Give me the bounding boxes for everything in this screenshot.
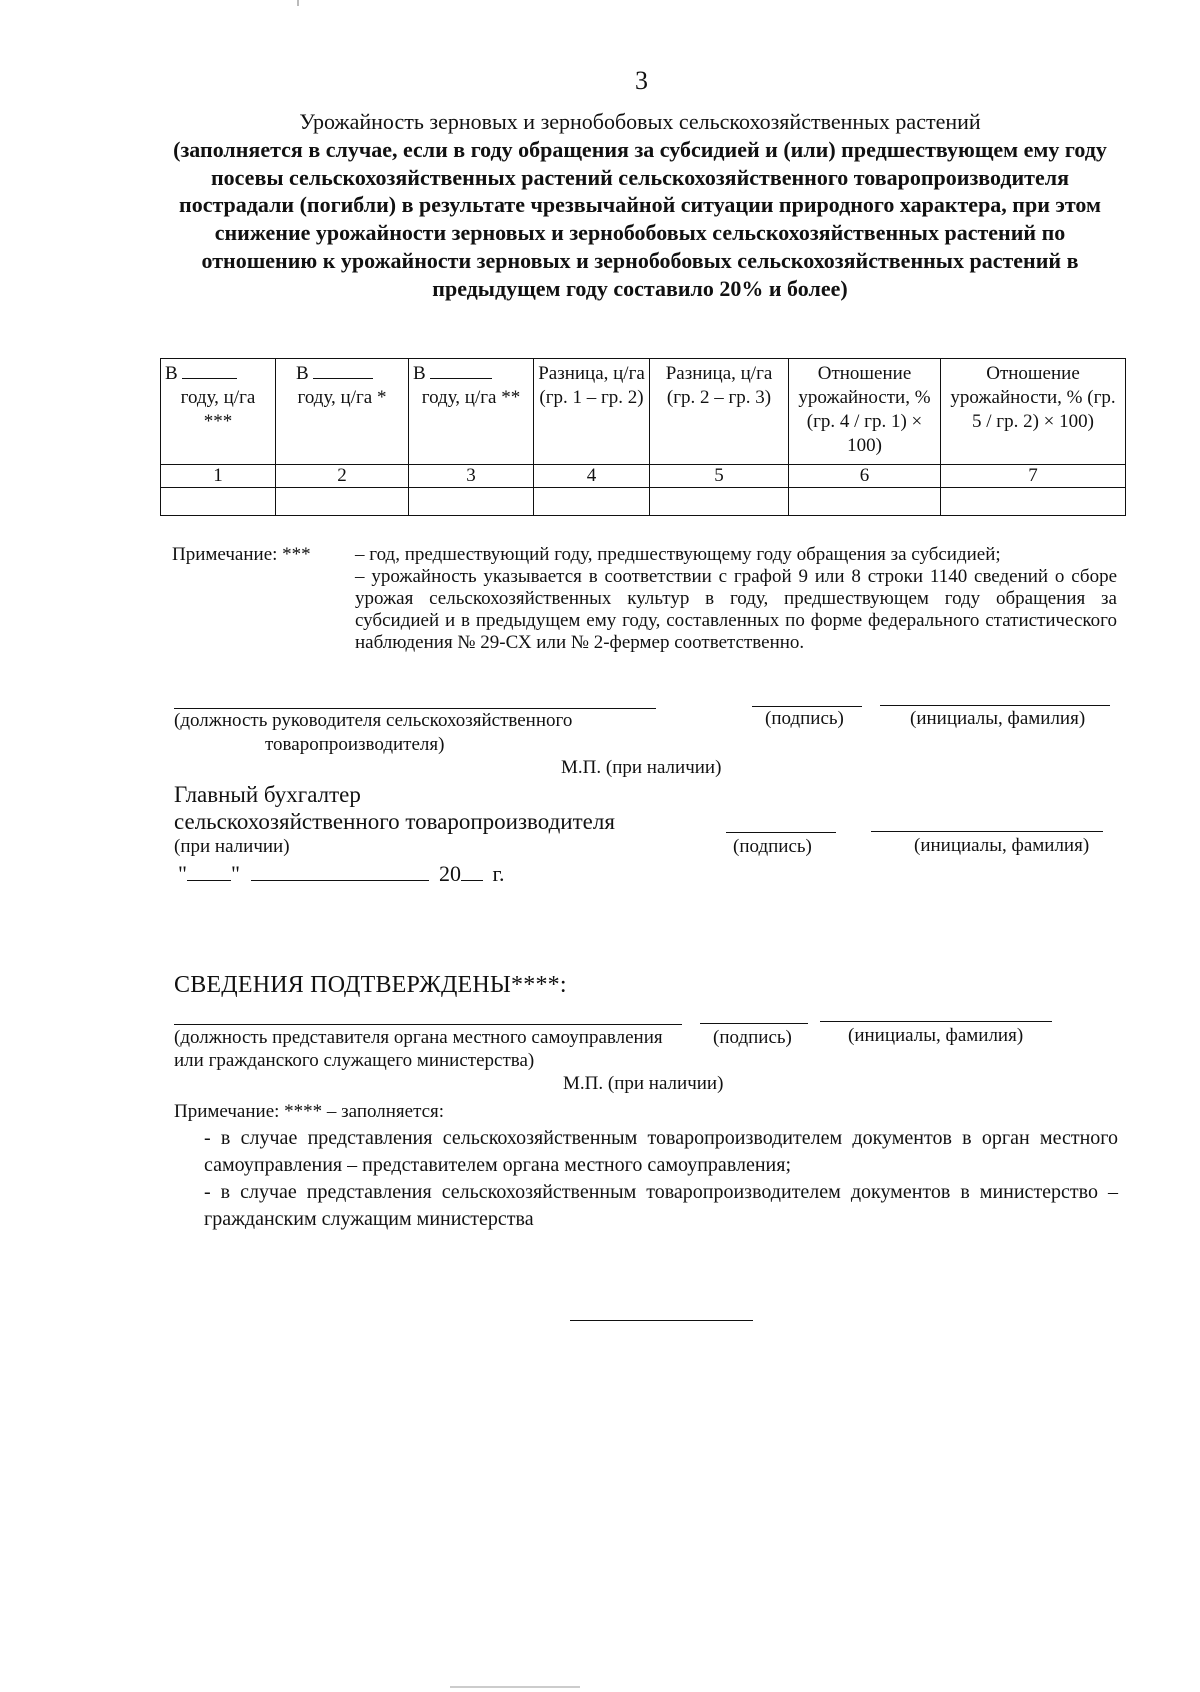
header-col-6: Отношение урожайности, % (гр. 4 / гр. 1) × 100) [789,359,941,465]
header-col-2: В году, ц/га * [276,359,409,465]
confirm-position-line [174,1024,682,1025]
scan-artifact [450,1686,580,1688]
column-number: 5 [650,465,789,488]
confirm-signature-label: (подпись) [713,1027,792,1048]
confirm-position-label-2: или гражданского служащего министерства) [174,1050,535,1071]
column-number: 2 [276,465,409,488]
empty-cell [650,488,789,516]
column-number: 3 [409,465,534,488]
header-col-3: В году, ц/га ** [409,359,534,465]
header-col-7: Отношение урожайности, % (гр. 5 / гр. 2) × 100) [941,359,1126,465]
empty-cell [161,488,276,516]
column-number: 6 [789,465,941,488]
empty-cell [534,488,650,516]
note2-item-1: - в случае представления сельскохозяйственным товаропроизводителем документов в орган местного самоуправления – представителем органа местного самоуправления; [204,1127,1118,1176]
empty-cell [276,488,409,516]
head-position-label-1: (должность руководителя сельскохозяйственного [174,710,573,731]
signature-line [752,706,862,707]
head-position-label-2: товаропроизводителя) [265,734,445,755]
title-plain: Урожайность зерновых и зернобобовых сельскохозяйственных растений [299,109,981,134]
header-col-5: Разница, ц/га (гр. 2 – гр. 3) [650,359,789,465]
table-number-row [161,465,1126,488]
empty-cell [409,488,534,516]
name-line [880,705,1110,706]
confirm-stamp-label: М.П. (при наличии) [563,1073,724,1094]
note2-label: Примечание: **** – заполняется: [174,1101,445,1122]
head-signature-label: (подпись) [765,708,844,729]
empty-cell [789,488,941,516]
position-line [174,708,656,709]
title-bold: (заполняется в случае, если в году обращения за субсидией и (или) предшествующем ему году посевы сельскохозяйственных растений сельскохозяйственного товаропроизводителя пострадали (погибли) в результате чрезвычайной ситуации природного характера, при этом снижение урожайности зерновых и зернобобовых сельскохозяйственных растений по отношению к урожайности зерновых и зернобобовых сельскохозяйственных растений в предыдущем году составило 20% и более) [173,136,1107,301]
confirm-position-label-1: (должность представителя органа местного самоуправления [174,1027,663,1048]
scan-artifact [297,0,299,6]
accountant-signature-label: (подпись) [733,836,812,857]
stamp-label: М.П. (при наличии) [561,757,722,778]
accountant-name-line [871,831,1103,832]
confirm-name-line [820,1021,1052,1022]
column-number: 7 [941,465,1126,488]
header-col-4: Разница, ц/га (гр. 1 – гр. 2) [534,359,650,465]
accountant-title-1: Главный бухгалтер [174,782,361,807]
section-title [160,108,1120,303]
page-number: 3 [635,66,648,95]
table-empty-row [161,488,1126,516]
column-number: 4 [534,465,650,488]
head-name-label: (инициалы, фамилия) [910,708,1086,729]
note1-line2: – урожайность указывается в соответствии с графой 9 или 8 строки 1140 сведений о сборе урожая сельскохозяйственных культур в году, предшествующем году обращения за субсидией и в предыдущем ему году, составленных по форме федерального статистического наблюдения № 29-СХ или № 2-фермер соответственно. [355,566,1117,653]
header-col-1: В году, ц/га *** [161,359,276,465]
note1-label: Примечание: *** [172,544,311,565]
confirm-signature-line [700,1023,808,1024]
date-field: " " 20 г. [178,861,505,886]
note1-body [355,544,1117,654]
confirm-heading: СВЕДЕНИЯ ПОДТВЕРЖДЕНЫ****: [174,972,567,998]
accountant-name-label: (инициалы, фамилия) [914,835,1090,856]
empty-cell [941,488,1126,516]
yield-table [160,358,1126,516]
note1-line1: – год, предшествующий году, предшествующему году обращения за субсидией; [355,544,1001,565]
table-header-row [161,359,1126,465]
note2 [174,1098,1118,1233]
accountant-signature-line [726,832,836,833]
confirm-name-label: (инициалы, фамилия) [848,1025,1024,1046]
note2-item-2: - в случае представления сельскохозяйственным товаропроизводителем документов в министерство – гражданским служащим министерства [204,1181,1118,1230]
column-number: 1 [161,465,276,488]
accountant-title-3: (при наличии) [174,836,290,857]
accountant-title-2: сельскохозяйственного товаропроизводителя [174,809,615,834]
end-divider [570,1320,753,1321]
